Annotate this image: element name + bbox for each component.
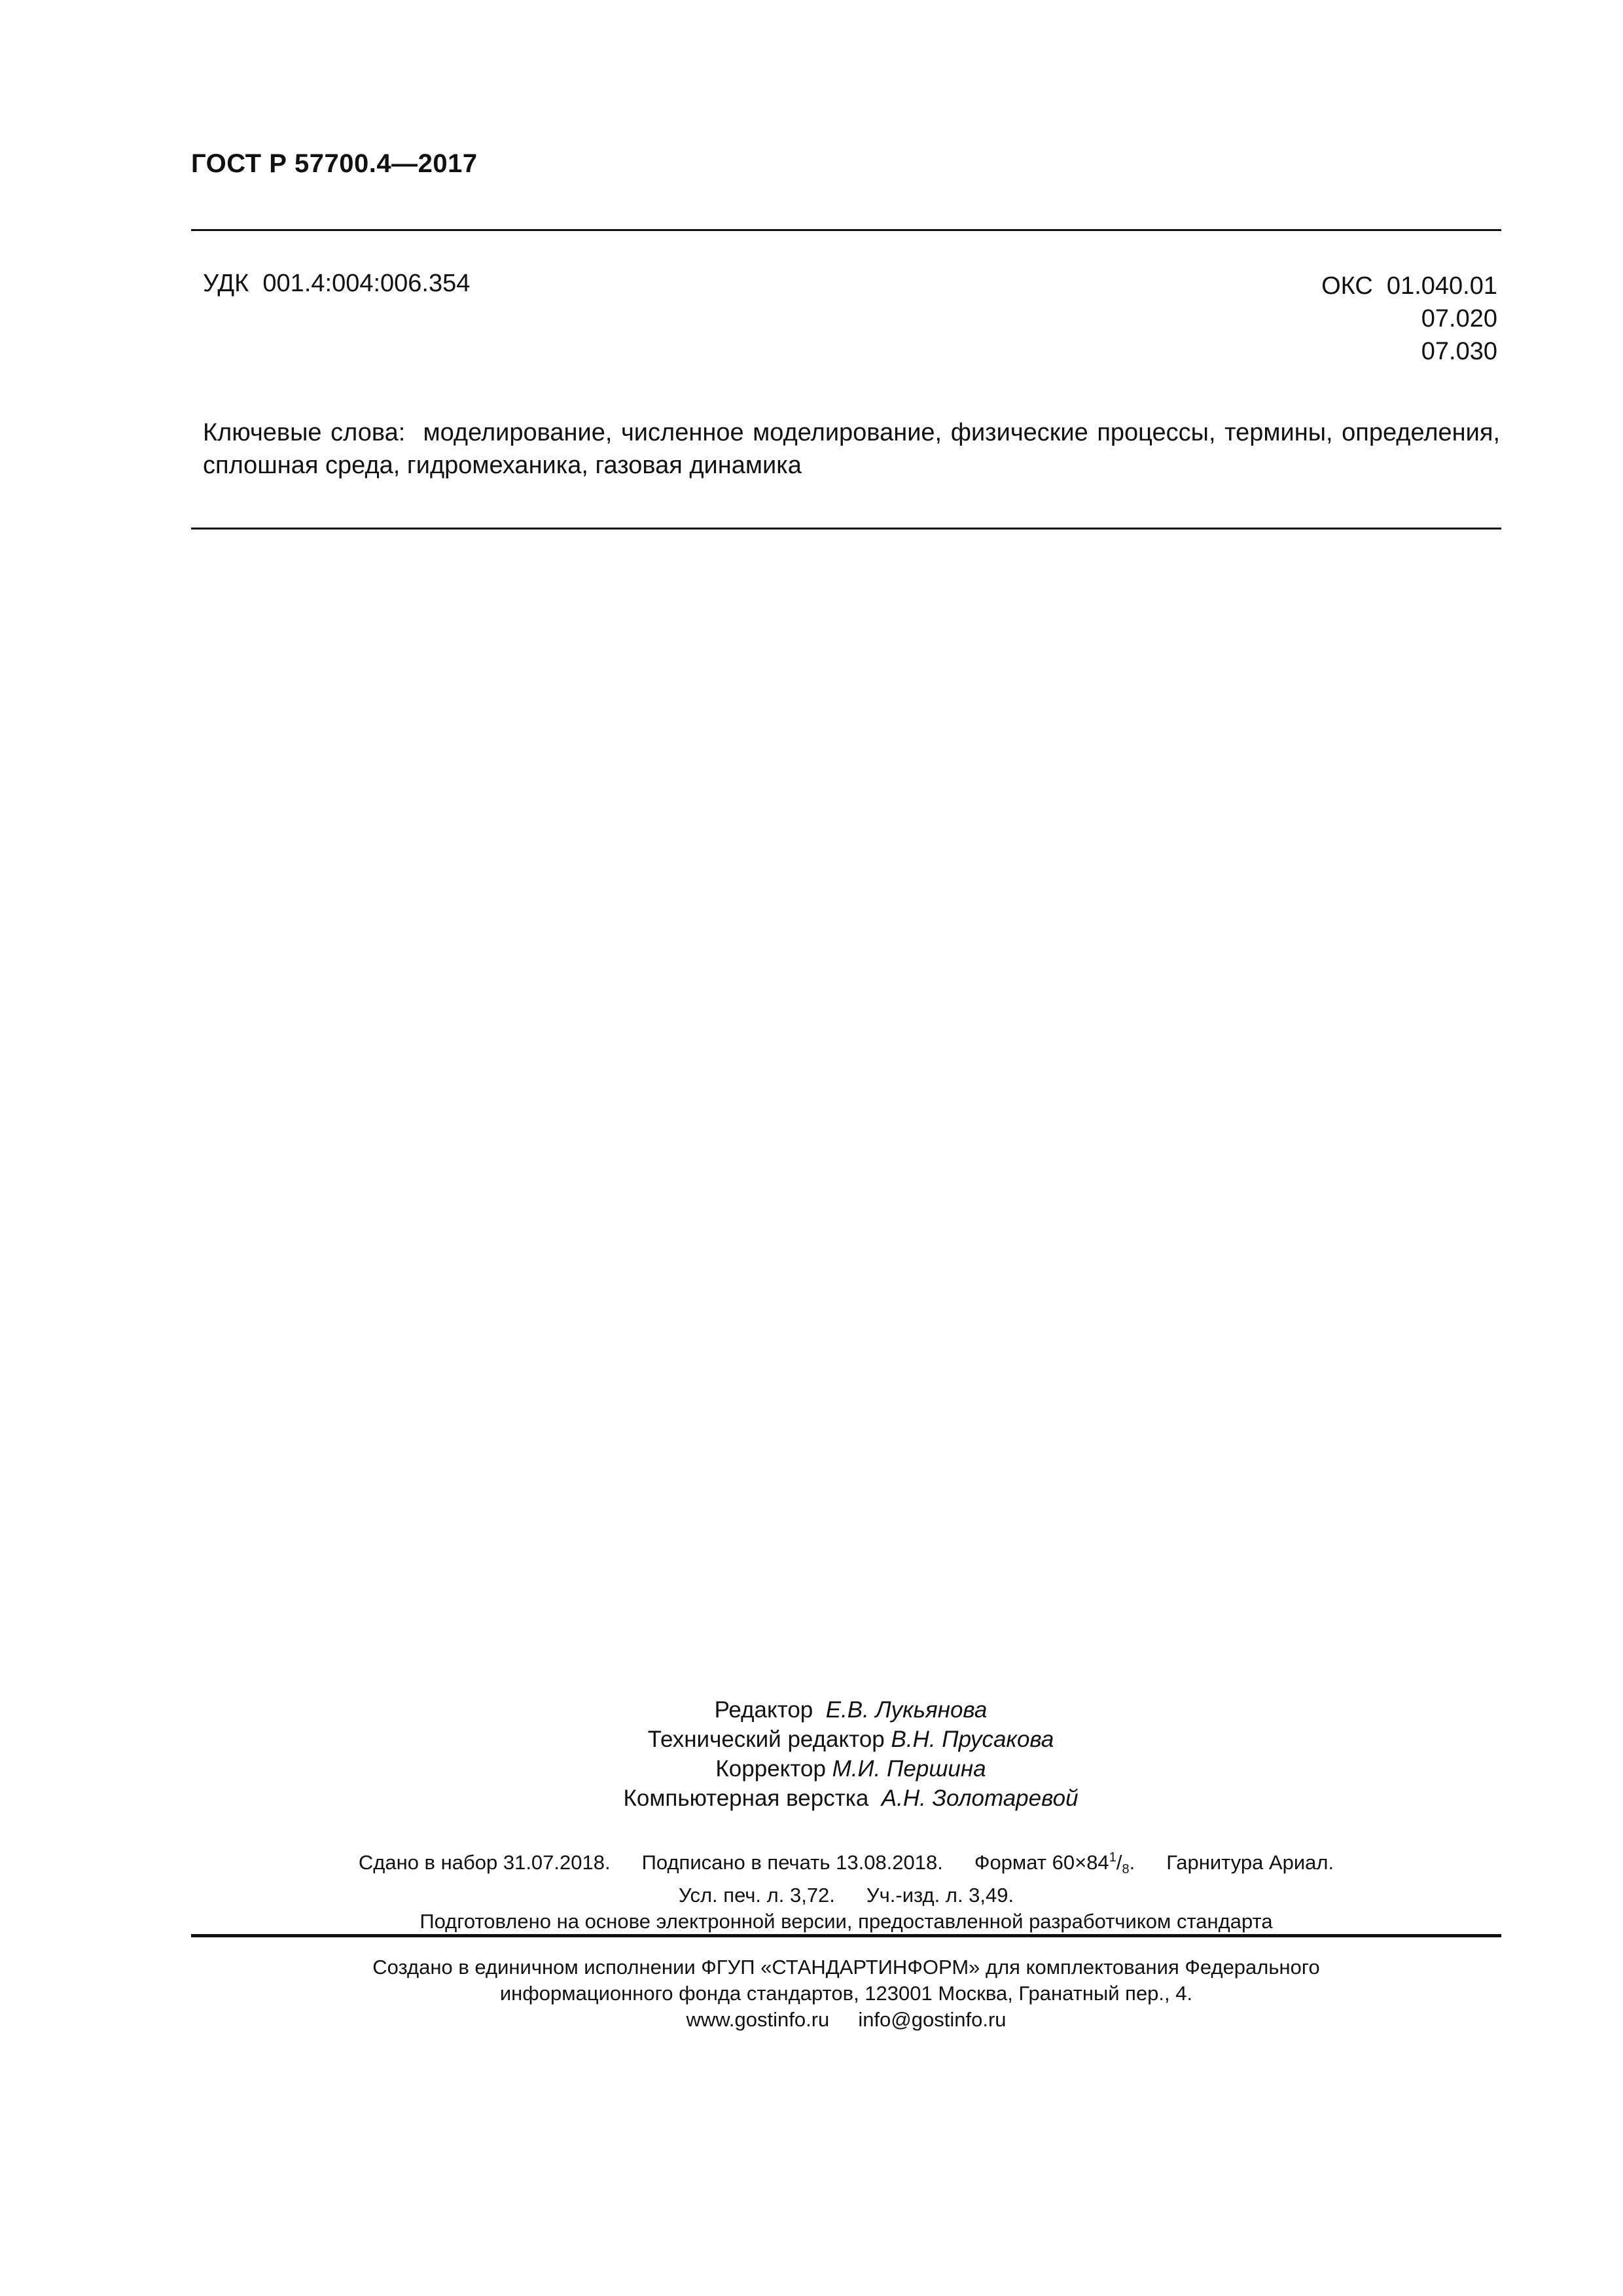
website-link[interactable]: www.gostinfo.ru xyxy=(686,2008,830,2031)
email-link[interactable]: info@gostinfo.ru xyxy=(858,2008,1007,2031)
oks-code-2: 07.020 xyxy=(1421,305,1497,332)
prepared-note: Подготовлено на основе электронной версии, предоставленной разработчиком стандарта xyxy=(419,1910,1273,1933)
imprint-line-1 xyxy=(191,1844,1501,1882)
paper-format: Формат $60\times 84^1/_8$. xyxy=(974,1850,1135,1876)
credit-editor xyxy=(0,1695,1623,1725)
oks-code-3: 07.030 xyxy=(1421,338,1497,365)
footer-line-1: Создано в единичном исполнении ФГУП «СТАНДАРТИНФОРМ» для комплектования Федерального xyxy=(372,1956,1320,1979)
keywords: Ключевые слова: моделирование, численное моделирование, физические процессы, термины, определения, сплошная среда, гидромеханика, газовая динамика xyxy=(203,419,1507,479)
oks-code-1: ОКС 01.040.01 xyxy=(1321,272,1497,300)
credit-name: В.Н. Прусакова xyxy=(891,1727,1054,1752)
credits-block xyxy=(0,1695,1623,1813)
footer-line-2: информационного фонда стандартов, 123001 Москва, Гранатный пер., 4. xyxy=(499,1982,1193,2005)
publisher-footer xyxy=(191,1954,1501,2033)
credit-role: Редактор xyxy=(714,1697,813,1723)
standard-number: ГОСТ Р 57700.4—2017 xyxy=(191,149,478,178)
keywords-divider xyxy=(191,528,1501,529)
credit-name: А.Н. Золотаревой xyxy=(881,1785,1079,1811)
print-sheets: Усл. печ. л. 3,72. xyxy=(678,1884,835,1907)
credit-name: Е.В. Лукьянова xyxy=(825,1697,988,1723)
credit-role: Технический редактор xyxy=(647,1727,885,1752)
footer-divider xyxy=(191,1934,1501,1937)
credit-tech-editor xyxy=(0,1725,1623,1754)
credit-name: М.И. Першина xyxy=(832,1756,986,1782)
top-divider xyxy=(191,229,1501,231)
imprint-line-2 xyxy=(191,1882,1501,1909)
imprint-block xyxy=(191,1844,1501,1935)
publ-sheets: Уч.-изд. л. 3,49. xyxy=(866,1884,1014,1907)
credit-role: Корректор xyxy=(715,1756,826,1782)
submitted-date: Сдано в набор 31.07.2018. xyxy=(358,1851,611,1874)
signed-date: Подписано в печать 13.08.2018. xyxy=(641,1851,943,1874)
footer-contacts xyxy=(191,2007,1501,2033)
oks-codes xyxy=(1321,270,1497,368)
credit-layout xyxy=(0,1784,1623,1813)
credit-corrector xyxy=(0,1754,1623,1784)
credit-role: Компьютерная верстка xyxy=(623,1785,869,1811)
udk-code: УДК 001.4:004:006.354 xyxy=(203,270,471,297)
typeface: Гарнитура Ариал. xyxy=(1166,1851,1334,1874)
